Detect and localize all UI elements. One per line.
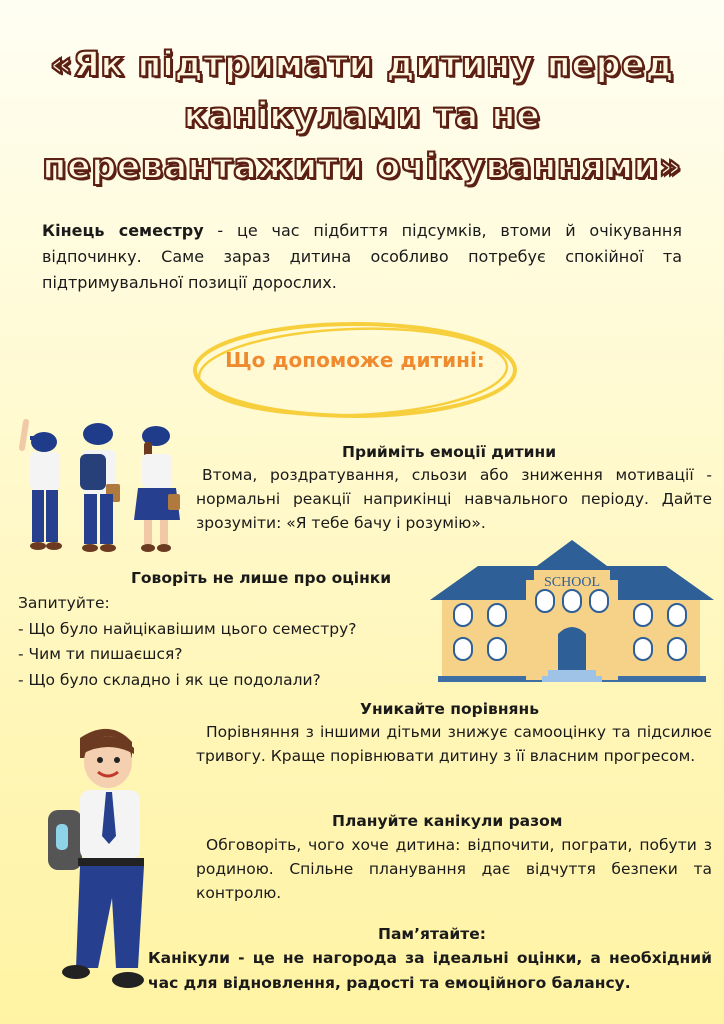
grades-item-1: - Що було найцікавішим цього семестру? xyxy=(18,619,357,638)
grades-item-3: - Що було складно і як це подолали? xyxy=(18,670,321,689)
plan-text: Обговоріть, чого хоче дитина: відпочити, пограти, побути з родиною. Спільне планування дає відчуття безпеки та контролю. xyxy=(196,836,712,902)
compare-text: Порівняння з іншими дітьми знижує самооцінку та підсилює тривогу. Краще порівнювати дитину з її власним прогресом. xyxy=(196,723,712,765)
help-heading: Що допоможе дитині: xyxy=(225,348,485,372)
school-illustration xyxy=(430,538,714,688)
intro-bold: Кінець семестру xyxy=(42,221,204,240)
student-2 xyxy=(80,423,120,552)
students-illustration xyxy=(8,412,183,562)
title-line-1: «Як підтримати дитину перед xyxy=(49,45,675,85)
title-line-3: перевантажити очікуваннями» xyxy=(42,147,682,187)
grades-lead: Запитуйте: xyxy=(18,594,110,612)
intro-text: - це час підбиття підсумків, втоми й очікування відпочинку. Саме зараз дитина особливо потребує спокійної та підтримувальної позиції дорослих. xyxy=(42,221,683,292)
intro-paragraph xyxy=(42,218,682,296)
emotions-text: Втома, роздратування, сльози або зниження мотивації - нормальні реакції наприкінці навчального періоду. Дайте зрозуміти: «Я тебе бачу і розумію». xyxy=(196,466,712,532)
grades-item-2: - Чим ти пишаєшся? xyxy=(18,645,183,663)
school-sign: SCHOOL xyxy=(543,575,601,590)
grades-title: Говоріть не лише про оцінки xyxy=(131,569,392,587)
plan-title: Плануйте канікули разом xyxy=(332,812,563,830)
title-line-2: канікулами та не xyxy=(183,96,541,136)
emotions-title: Прийміть емоції дитини xyxy=(342,443,557,461)
remember-text: Канікули - це не нагорода за ідеальні оцінки, а необхідний час для відновлення, радості та емоційного балансу. xyxy=(148,949,712,992)
remember-title: Пам’ятайте: xyxy=(378,925,486,943)
compare-title: Уникайте порівнянь xyxy=(360,700,539,718)
student-1 xyxy=(22,422,62,550)
student-3 xyxy=(134,426,180,552)
grades-list xyxy=(18,591,356,693)
page-title xyxy=(0,40,724,193)
